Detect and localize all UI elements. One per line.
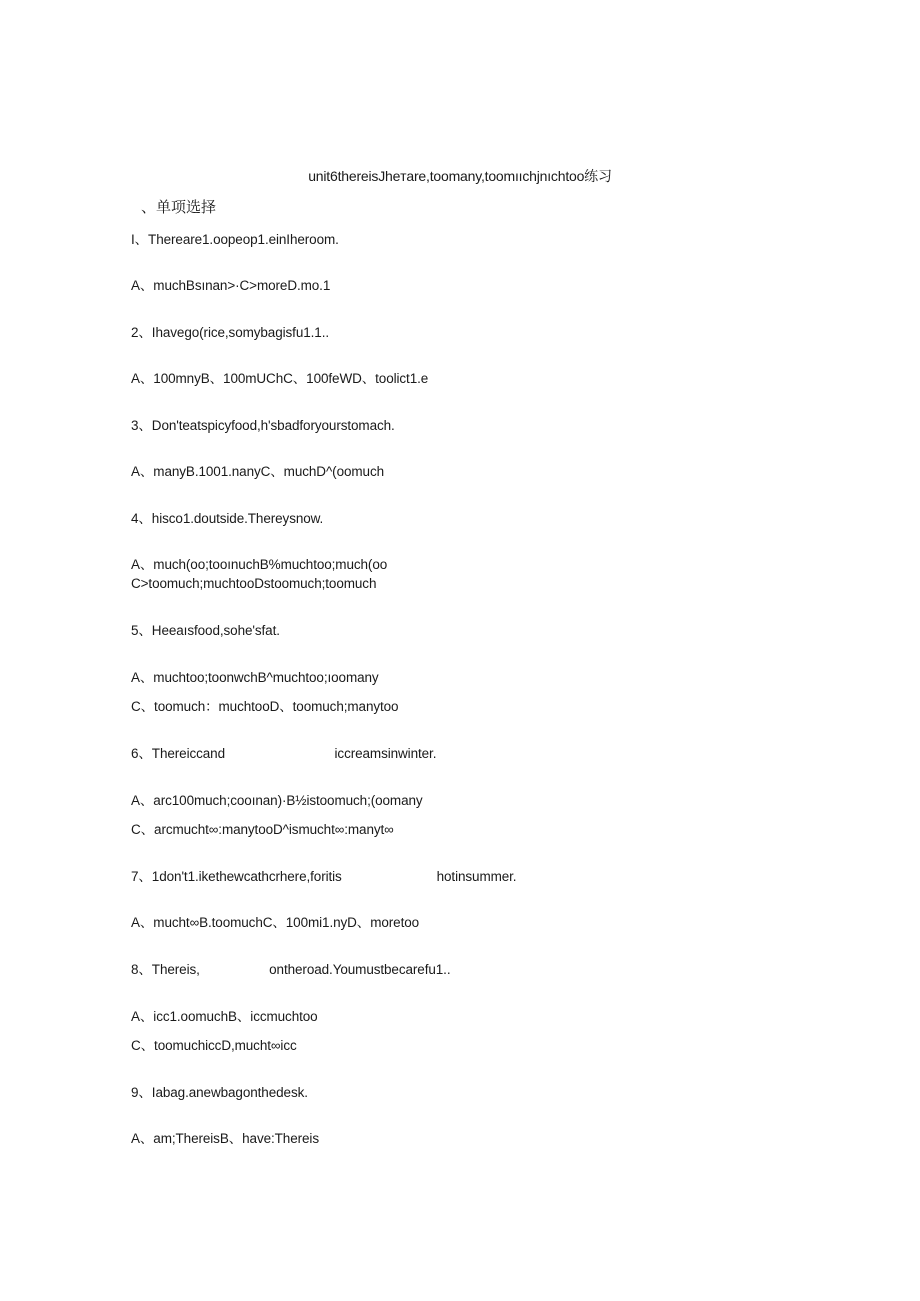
question-4: 4、hisco1.doutside.Thereysnow. [131,511,324,526]
page-title: unit6thereisJheтare,toomany,toomııchjnıchtoo练习 [308,168,612,184]
question-5: 5、Heeaısfood,sohe'sfat. [131,623,280,638]
question-3: 3、Don'teatspicyfood,h'sbadforyourstomach. [131,418,395,433]
question-1-options: A、muchBsınan>·C>moreD.mo.1 [131,278,331,293]
question-9-options: A、am;ThereisB、have:Thereis [131,1131,319,1146]
question-1: I、Thereare1.oopeop1.einIheroom. [131,232,339,247]
question-8-options-a: A、icc1.oomuchB、iccmuchtoo [131,1009,318,1024]
question-7-options: A、mucht∞B.toomuchC、100mi1.nyD、moretoo [131,915,420,930]
question-4-options-c: C>toomuch;muchtooDstoomuch;toomuch [131,576,377,591]
question-2-options: A、100mnyB、100mUChC、100feWD、toolict1.e [131,371,429,386]
question-8-options-c: C、toomuchiccD,mucht∞icc [131,1038,297,1053]
question-4-options-a: A、much(oo;tooınuchB%muchtoo;much(oo [131,557,388,572]
section-heading: 、单项选择 [141,199,217,216]
question-5-options-a: A、muchtoo;toonwchB^muchtoo;ıoomany [131,670,379,685]
question-2: 2、Ihavego(rice,somybagisfu1.1.. [131,325,330,340]
question-6: 6、Thereiccand iccreamsinwinter. [131,746,437,761]
question-3-options: A、manyB.1001.nanyC、muchD^(oomuch [131,464,384,479]
question-6-options-c: C、arcmucht∞:manytooD^ismucht∞:manyt∞ [131,822,394,837]
question-9: 9、Iabag.anewbagonthedesk. [131,1085,308,1100]
question-5-options-c: C、toomuch：muchtooD、toomuch;manytoo [131,699,399,714]
question-6-options-a: A、arc100much;cooınan)·B½istoomuch;(oomany [131,793,423,808]
question-7: 7、1don't1.ikethewcathcrhere,foritis hotinsummer. [131,869,517,884]
question-8: 8、Thereis, ontheroad.Youmustbecarefu1.. [131,962,451,977]
